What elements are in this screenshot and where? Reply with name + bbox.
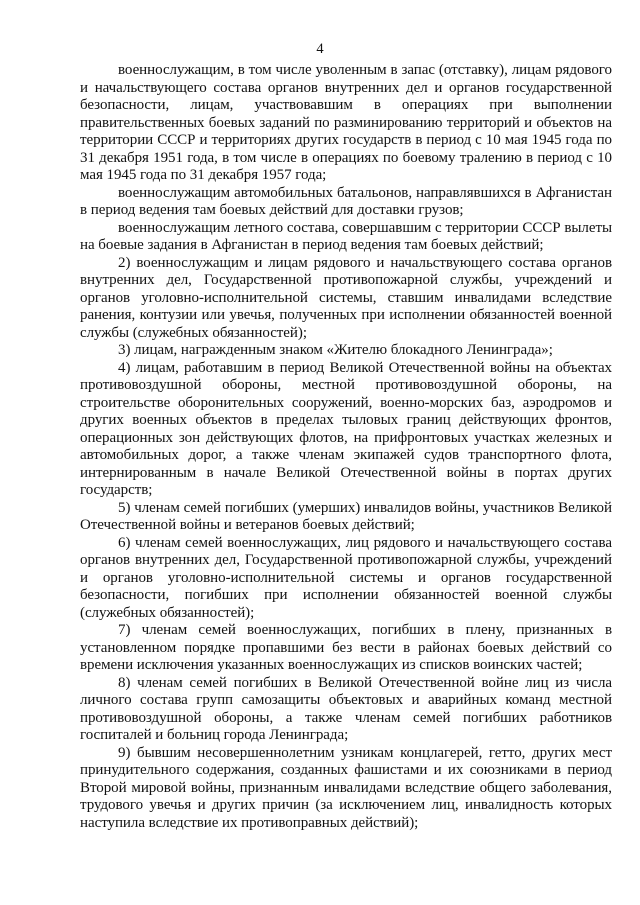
paragraph: 6) членам семей военнослужащих, лиц рядового и начальствующего состава органов внутренних дел, Государственной противопожарной службы, учреждений и органов уголовно-исполнительной системы и органов государственной безопасности, погибших при исполнении обязанностей военной службы (служебных обязанностей); <box>80 534 612 621</box>
paragraph: 4) лицам, работавшим в период Великой Отечественной войны на объектах противовоздушной обороны, местной противовоздушной обороны, на строительстве оборонительных сооружений, военно-морских баз, аэродромов и других военных объектов в пределах тыловых границ действующих фронтов, операционных зон действующих флотов, на прифронтовых участках железных и автомобильных дорог, а также членам экипажей судов транспортного флота, интернированным в начале Великой Отечественной войны в портах других государств; <box>80 359 612 498</box>
document-body <box>80 62 612 832</box>
paragraph: 5) членам семей погибших (умерших) инвалидов войны, участников Великой Отечественной войны и ветеранов боевых действий; <box>80 499 612 533</box>
paragraph: 2) военнослужащим и лицам рядового и начальствующего состава органов внутренних дел, Государственной противопожарной службы, учреждений и органов уголовно-исполнительной системы, ставшим инвалидами вследствие ранения, контузии или увечья, полученных при исполнении обязанностей военной службы (служебных обязанностей); <box>80 254 612 341</box>
page-number: 4 <box>316 41 324 57</box>
paragraph: 3) лицам, награжденным знаком «Жителю блокадного Ленинграда»; <box>118 342 553 358</box>
paragraph: военнослужащим летного состава, совершавшим с территории СССР вылеты на боевые задания в Афганистан в период ведения там боевых действий; <box>80 219 612 253</box>
paragraph: 9) бывшим несовершеннолетним узникам концлагерей, гетто, других мест принудительного содержания, созданных фашистами и их союзниками в период Второй мировой войны, признанным инвалидами вследствие общего заболевания, трудового увечья и других причин (за исключением лиц, инвалидность которых наступила вследствие их противоправных действий); <box>80 744 612 831</box>
paragraph: 8) членам семей погибших в Великой Отечественной войне лиц из числа личного состава групп самозащиты объектовых и аварийных команд местной противовоздушной обороны, а также членам семей погибших работников госпиталей и больниц города Ленинграда; <box>80 674 612 743</box>
paragraph: военнослужащим автомобильных батальонов, направлявшихся в Афганистан в период ведения там боевых действий для доставки грузов; <box>80 184 612 218</box>
paragraph: военнослужащим, в том числе уволенным в запас (отставку), лицам рядового и начальствующего состава органов внутренних дел и органов государственной безопасности, лицам, участвовавшим в операциях при выполнении правительственных боевых заданий по разминированию территорий и объектов на территории СССР и территориях других государств в период с 10 мая 1945 года по 31 декабря 1951 года, в том числе в операциях по боевому тралению в период с 10 мая 1945 года по 31 декабря 1957 года; <box>80 62 612 183</box>
paragraph: 7) членам семей военнослужащих, погибших в плену, признанных в установленном порядке пропавшими без вести в районах боевых действий со времени исключения указанных военнослужащих из списков воинских частей; <box>80 622 612 673</box>
